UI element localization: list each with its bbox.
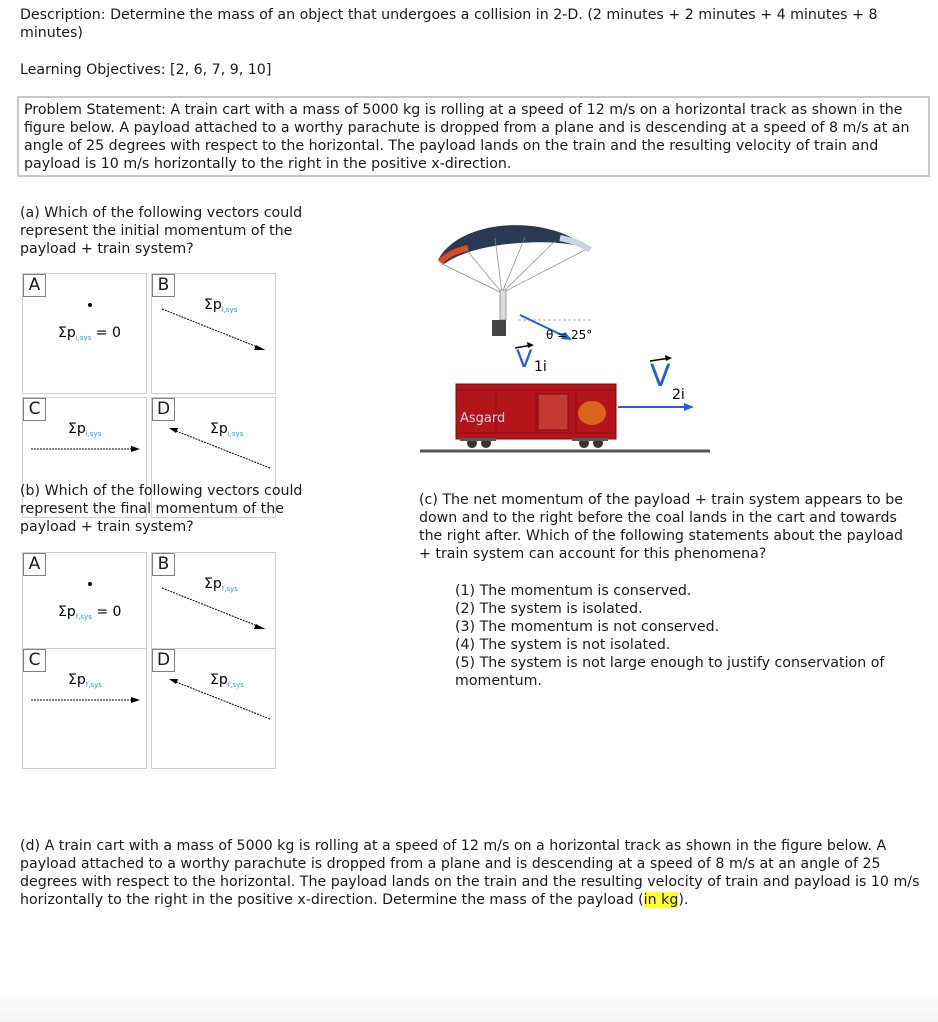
momentum-label: $\Sigma p_{i,sys}$ bbox=[68, 421, 102, 438]
question-d: (d) A train cart with a mass of 5000 kg is rolling at a speed of 12 m/s on a horizontal track as shown in the figure below. A payload attached to a worthy parachute is dropped from a plane and is descending at a speed of 8 m/s at an angle of 25 degrees with respect to the horizontal. The payload lands on the train and the resulting velocity of train and payload is 10 m/s horizontally to the right in the positive x-direction. Determine the mass of the payload (in kg). bbox=[20, 838, 920, 908]
momentum-zero-label: $\Sigma p_{i,sys} = 0$ bbox=[58, 325, 121, 342]
option-label: C bbox=[23, 649, 46, 672]
option-label: D bbox=[152, 398, 175, 421]
page-footer-fade bbox=[0, 990, 938, 1022]
momentum-label: $\Sigma p_{f,sys}$ bbox=[68, 672, 102, 689]
option-a-cell[interactable] bbox=[22, 273, 147, 394]
units-highlight: in kg bbox=[643, 892, 679, 908]
option-label: D bbox=[152, 649, 175, 672]
option-item: (4) The system is not isolated. bbox=[455, 637, 671, 653]
question-c: (c) The net momentum of the payload + train system appears to be down and to the right before the coal lands in the cart and towards the right after. Which of the following statements about the payload + train system can account for this phenomena? bbox=[419, 492, 904, 562]
option-item: (2) The system is isolated. bbox=[455, 601, 643, 617]
description: Description: Determine the mass of an object that undergoes a collision in 2-D. (2 minutes + 2 minutes + 4 minutes + 8 minutes) bbox=[20, 7, 878, 41]
option-c-cell[interactable] bbox=[22, 648, 147, 769]
option-label: B bbox=[152, 274, 175, 297]
option-d-cell[interactable] bbox=[151, 648, 276, 769]
collision-figure bbox=[420, 208, 710, 458]
option-item: (5) The system is not large enough to justify conservation of momentum. bbox=[455, 655, 885, 689]
momentum-label: $\Sigma p_{f,sys}$ bbox=[210, 672, 244, 689]
v1-subscript: 1i bbox=[534, 359, 547, 375]
train-graffiti: Asgard bbox=[460, 411, 506, 426]
up-left-vector bbox=[152, 649, 276, 741]
option-label: B bbox=[152, 553, 175, 576]
v2-subscript: 2i bbox=[672, 387, 685, 403]
option-item: (3) The momentum is not conserved. bbox=[455, 619, 720, 635]
question-a: (a) Which of the following vectors could represent the initial momentum of the payload + train system? bbox=[20, 205, 303, 257]
learning-objectives: Learning Objectives: [2, 6, 7, 9, 10] bbox=[20, 62, 272, 78]
option-b-cell[interactable] bbox=[151, 273, 276, 394]
answer-grid-b bbox=[22, 552, 276, 800]
v2-label: V bbox=[650, 359, 671, 394]
problem-statement: Problem Statement: A train cart with a mass of 5000 kg is rolling at a speed of 12 m/s on a horizontal track as shown in the figure below. A payload attached to a worthy parachute is dropped from a plane and is descending at a speed of 8 m/s at an angle of 25 degrees with respect to the horizontal. The payload lands on the train and the resulting velocity of train and payload is 10 m/s horizontally to the right in the positive x-direction. bbox=[17, 96, 930, 177]
option-label: C bbox=[23, 398, 46, 421]
down-right-vector bbox=[152, 274, 276, 394]
zero-vector-dot bbox=[88, 582, 92, 586]
payload-strap bbox=[500, 290, 506, 320]
momentum-zero-label: $\Sigma p_{f,sys} = 0$ bbox=[58, 604, 122, 621]
zero-vector-dot bbox=[88, 303, 92, 307]
option-label: A bbox=[23, 274, 46, 297]
payload-box bbox=[492, 320, 506, 336]
right-vector bbox=[23, 649, 147, 741]
momentum-label: $\Sigma p_{i,sys}$ bbox=[204, 297, 238, 314]
angle-label: θ = 25° bbox=[546, 328, 593, 342]
momentum-label: $\Sigma p_{f,sys}$ bbox=[204, 576, 238, 593]
v1-label: V bbox=[516, 345, 533, 373]
option-item: (1) The momentum is conserved. bbox=[455, 583, 692, 599]
momentum-label: $\Sigma p_{i,sys}$ bbox=[210, 421, 244, 438]
question-c-options bbox=[455, 582, 925, 690]
question-b: (b) Which of the following vectors could represent the final momentum of the payload + train system? bbox=[20, 483, 303, 535]
parachute-canopy bbox=[438, 225, 590, 264]
option-label: A bbox=[23, 553, 46, 576]
